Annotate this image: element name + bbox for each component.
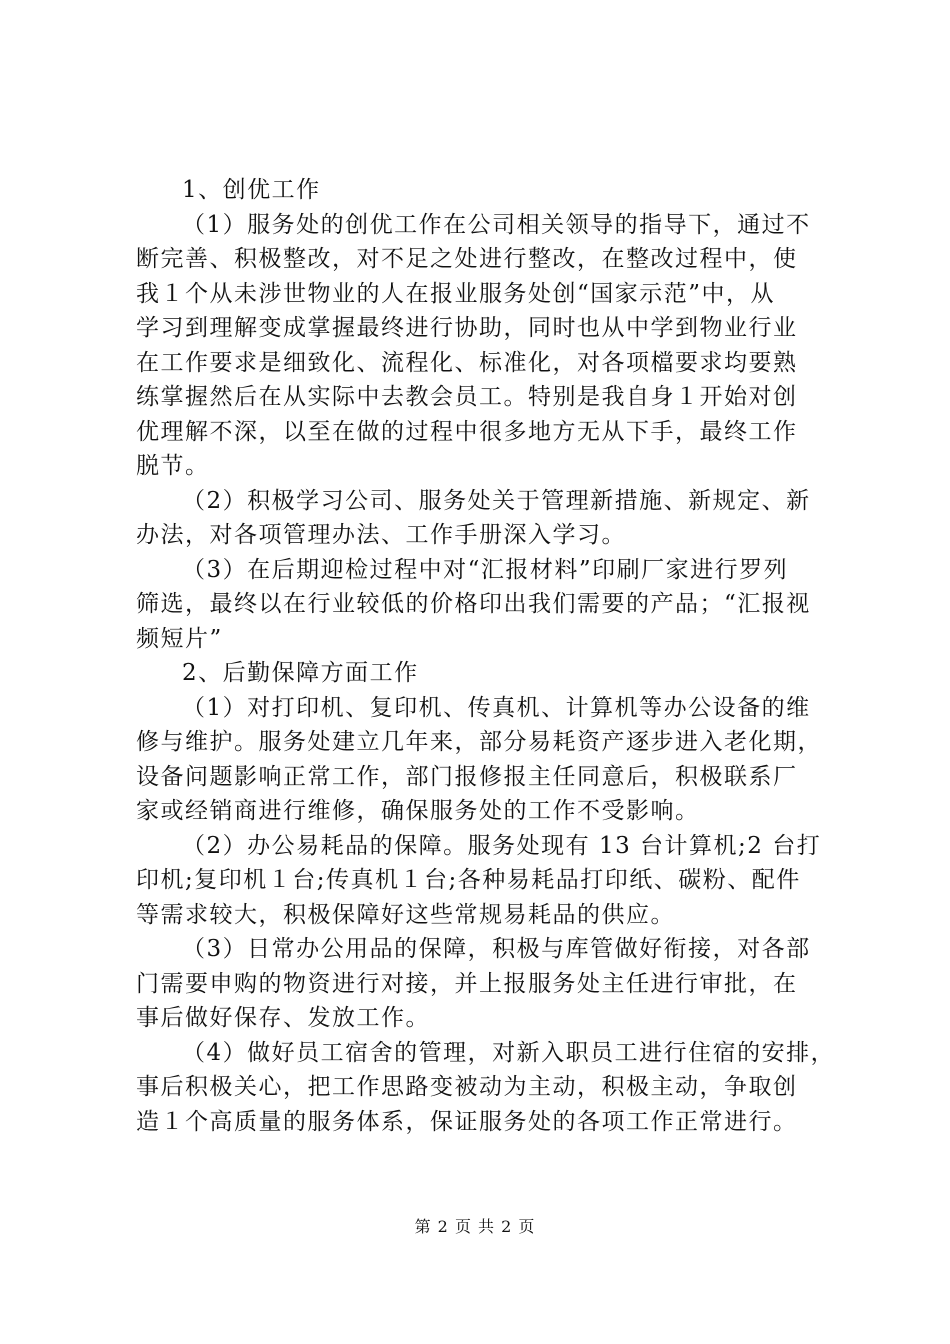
paragraph-line: （3）日常办公用品的保障，积极与库管做好衔接，对各部 [182,936,811,962]
paragraph-line: 门需要申购的物资进行对接，并上报服务处主任进行审批，在 [136,970,798,997]
paragraph-line: 学习到理解变成掌握最终进行协助，同时也从中学到物业行业 [136,315,798,341]
paragraph-line: 事后做好保存、发放工作。 [136,1005,430,1031]
paragraph-line: 筛选，最终以在行业较低的价格印出我们需要的产品；“汇报视 [136,591,811,617]
paragraph-line: 修与维护。服务处建立几年来，部分易耗资产逐步进入老化期， [136,729,822,755]
paragraph-line: 等需求较大，积极保障好这些常规易耗品的供应。 [136,901,675,928]
page-footer: 第 2 页 共 2 页 [414,1217,536,1236]
section-heading-1: 1、创优工作 [182,177,321,203]
paragraph-line: 设备问题影响正常工作，部门报修报主任同意后，积极联系厂 [136,763,798,790]
paragraph-line: 频短片” [136,625,223,652]
paragraph-line: （4）做好员工宿舍的管理，对新入职员工进行住宿的安排， [182,1039,836,1066]
paragraph-line: 优理解不深，以至在做的过程中很多地方无从下手，最终工作 [136,418,798,445]
paragraph-line: 家或经销商进行维修，确保服务处的工作不受影响。 [136,798,700,824]
section-heading-2: 2、后勤保障方面工作 [182,660,419,686]
paragraph-line: （1）对打印机、复印机、传真机、计算机等办公设备的维 [182,694,811,721]
paragraph-line: 办法，对各项管理办法、工作手册深入学习。 [136,522,626,548]
paragraph-line: 事后积极关心，把工作思路变被动为主动，积极主动，争取创 [136,1074,798,1100]
paragraph-line: 脱节。 [136,453,210,479]
paragraph-line: 我１个从未涉世物业的人在报业服务处创“国家示范”中，从 [136,280,776,307]
paragraph-line: 印机;复印机１台;传真机１台;各种易耗品打印纸、碳粉、配件 [136,867,801,893]
paragraph-line: 造１个高质量的服务体系，保证服务处的各项工作正常进行。 [136,1108,798,1135]
paragraph-line: 断完善、积极整改，对不足之处进行整改，在整改过程中，使 [136,246,798,272]
paragraph-line: （2）办公易耗品的保障。服务处现有 13 台计算机;2 台打 [182,832,822,859]
paragraph-line: （1）服务处的创优工作在公司相关领导的指导下，通过不 [182,211,811,238]
paragraph-line: （2）积极学习公司、服务处关于管理新措施、新规定、新 [182,487,811,514]
document-body [136,173,836,1139]
paragraph-line: 练掌握然后在从实际中去教会员工。特别是我自身１开始对创 [136,384,798,410]
paragraph-line: （3）在后期迎检过程中对“汇报材料”印刷厂家进行罗列 [182,556,789,583]
paragraph-line: 在工作要求是细致化、流程化、标准化，对各项檔要求均要熟 [136,349,798,376]
